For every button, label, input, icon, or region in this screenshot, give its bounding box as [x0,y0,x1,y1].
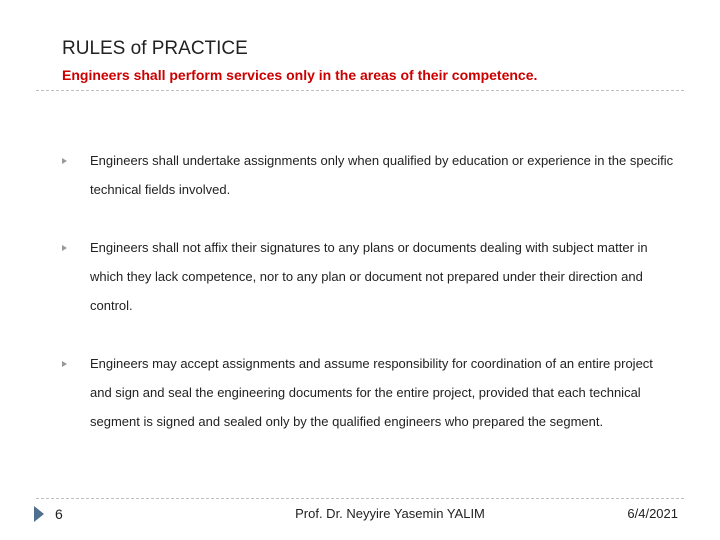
bullet-item [62,146,674,204]
footer-date: 6/4/2021 [627,506,678,521]
bullet-list [62,146,674,436]
bullet-text: Engineers shall undertake assignments only when qualified by education or experience in the specific technical fields involved. [90,153,674,197]
bullet-text: Engineers may accept assignments and assume responsibility for coordination of an entire project and sign and seal the engineering documents for the entire project, provided that each technical segment is signed and sealed only by the qualified engineers who prepared the segment. [90,356,653,429]
bullet-item [62,349,674,436]
bullet-item [62,233,674,320]
bullet-text: Engineers shall not affix their signatures to any plans or documents dealing with subject matter in which they lack competence, nor to any plan or document not prepared under their direction and control. [90,240,648,313]
page-number: 6 [55,506,63,522]
footer-author: Prof. Dr. Neyyire Yasemin YALIM [295,506,485,521]
bottom-divider [36,498,684,499]
slide-title: RULES of PRACTICE [62,38,248,59]
footer-arrow-icon [34,506,44,522]
top-divider [36,90,684,91]
slide-subtitle: Engineers shall perform services only in the areas of their competence. [62,67,538,83]
bullet-arrow-icon [62,361,67,367]
bullet-arrow-icon [62,158,67,164]
bullet-arrow-icon [62,245,67,251]
